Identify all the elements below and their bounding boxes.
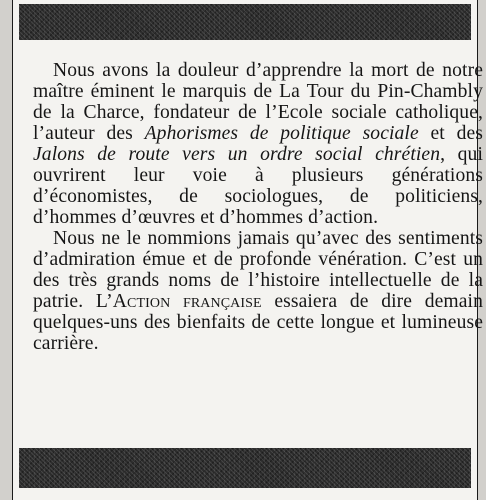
- p2-text-b: essaiera de dire demain quelques-uns des bienfaits de cette longue et lumineuse carrière.: [33, 291, 483, 354]
- p1-text-a: Nous avons la douleur d’apprendre la mort de notre maître éminent le marquis de La Tour du Pin-Chambly de la Charce, fondateur de l’Ecole sociale catholique, l’auteur des: [33, 60, 483, 144]
- paragraph-1: [33, 60, 483, 228]
- newspaper-column: [12, 0, 483, 500]
- top-decorative-rule: [19, 4, 471, 40]
- newspaper-name: L’Action française: [95, 291, 262, 312]
- book-title-jalons: Jalons de route vers un ordre social chrétien: [33, 144, 441, 165]
- bottom-decorative-rule: [19, 448, 471, 488]
- p1-text-c: , qui ouvrirent leur voie à plusieurs générations d’économistes, de sociologues, de politiciens, d’hommes d’œuvres et d’hommes d’action.: [33, 144, 483, 228]
- p1-text-b: et des: [418, 123, 483, 144]
- book-title-aphorismes: Aphorismes de politique sociale: [144, 123, 419, 144]
- p2-text-a: Nous ne le nommions jamais qu’avec des sentiments d’admiration émue et de profonde vénération. C’est un des très grands noms de l’histoire intellectuelle de la patrie.: [33, 228, 483, 312]
- paragraph-2: [33, 228, 483, 354]
- obituary-text: [33, 60, 483, 354]
